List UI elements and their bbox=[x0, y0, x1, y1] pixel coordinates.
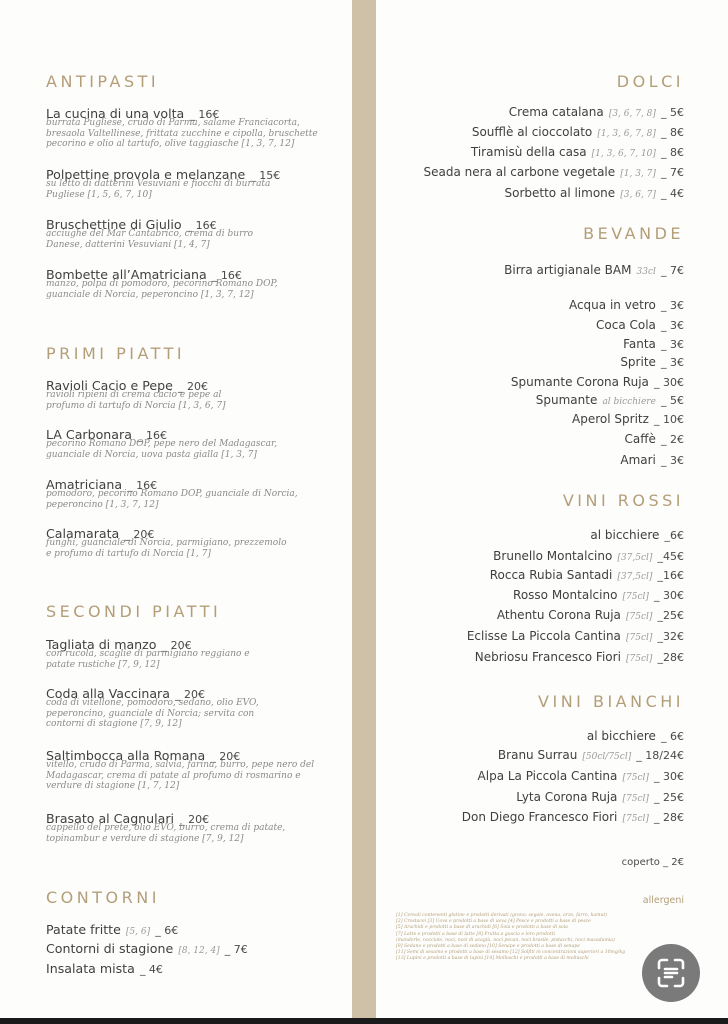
menu-item: Eclisse La Piccola Cantina [75cl] _32€ bbox=[466, 629, 684, 643]
menu-item: Birra artigianale BAM 33cl _ 7€ bbox=[504, 263, 684, 277]
menu-item: Crema catalana [3, 6, 7, 8] _ 5€ bbox=[508, 105, 684, 119]
coperto-note: coperto _ 2€ bbox=[621, 857, 684, 868]
section-title-vini-rossi: VINI ROSSI bbox=[562, 491, 684, 510]
menu-item: Contorni di stagione [8, 12, 4] _ 7€ bbox=[46, 941, 248, 956]
item-description: su letto di datterini Vesuviani e fiocchi di burrata Pugliese [1, 5, 6, 7, 10] bbox=[46, 179, 271, 200]
menu-item: Alpa La Piccola Cantina [75cl] _ 30€ bbox=[477, 769, 684, 783]
menu-item: Patate fritte [5, 6] _ 6€ bbox=[46, 922, 179, 937]
menu-item: Amatriciana _ 16€ bbox=[46, 477, 158, 492]
menu-item: Brasato al Cagnulari _ 20€ bbox=[46, 811, 210, 826]
menu-item: Acqua in vetro _ 3€ bbox=[568, 298, 684, 312]
menu-item: Calamarata _ 20€ bbox=[46, 526, 155, 541]
menu-item: Bombette all’Amatriciana _ 16€ bbox=[46, 267, 242, 282]
menu-item: Amari _ 3€ bbox=[620, 453, 684, 467]
menu-item: al bicchiere _ 6€ bbox=[586, 729, 684, 743]
item-description: burrata Pugliese, crudo di Parma, salame Franciacorta, bresaola Valtellinese, frittata zucchine e cipolla, bruschette pecorino e olio al tartufo, olive taggiasche [1, 3, 7, 12] bbox=[46, 118, 318, 150]
menu-item: Soufflè al cioccolato [1, 3, 6, 7, 8] _ 8€ bbox=[471, 125, 684, 139]
section-title-dolci: DOLCI bbox=[616, 72, 684, 91]
menu-item: Insalata mista _ 4€ bbox=[46, 961, 163, 976]
item-description: pomodoro, pecorino Romano DOP, guanciale di Norcia, peperoncino [1, 3, 7, 12] bbox=[46, 489, 298, 510]
menu-item: Tiramisù della casa [1, 3, 6, 7, 10] _ 8€ bbox=[470, 145, 684, 159]
section-title-contorni: CONTORNI bbox=[46, 888, 160, 907]
scan-text-icon bbox=[642, 944, 700, 1002]
item-description: cappello del prete, olio EVO, burro, crema di patate, topinambur e verdure di stagione [7, 9, 12] bbox=[46, 823, 286, 844]
menu-item: Sorbetto al limone [3, 6, 7] _ 4€ bbox=[504, 186, 684, 200]
scan-text-button[interactable] bbox=[642, 944, 700, 1002]
menu-item: al bicchiere _6€ bbox=[590, 528, 684, 542]
menu-item: Spumante al bicchiere _ 5€ bbox=[535, 393, 684, 407]
menu-item: Saltimbocca alla Romana _ 20€ bbox=[46, 748, 241, 763]
menu-item: Branu Surrau [50cl/75cl] _ 18/24€ bbox=[497, 748, 684, 762]
item-description: coda di vitellone, pomodoro, sedano, olio EVO, peperoncino, guanciale di Norcia; servita con contorni di stagione [7, 9, 12] bbox=[46, 698, 259, 730]
menu-item: Lyta Corona Ruja [75cl] _ 25€ bbox=[516, 790, 684, 804]
menu-item: LA Carbonara _ 16€ bbox=[46, 427, 167, 442]
section-title-primi: PRIMI PIATTI bbox=[46, 344, 186, 363]
item-description: vitello, crudo di Parma, salvia, farina, burro, pepe nero del Madagascar, crema di patate al profumo di rosmarino e verdure di stagione [1, 7, 12] bbox=[46, 760, 315, 792]
section-title-vini-bianchi: VINI BIANCHI bbox=[538, 692, 684, 711]
item-description: manzo, polpa di pomodoro, pecorino Romano DOP, guanciale di Norcia, peperoncino [1, 3, 7, 12] bbox=[46, 279, 278, 300]
item-description: pecorino Romano DOP, pepe nero del Madagascar, guanciale di Norcia, uova pasta gialla [1, 3, 7] bbox=[46, 439, 278, 460]
menu-item: Coca Cola _ 3€ bbox=[596, 318, 684, 332]
menu-item: Polpettine provola e melanzane _ 15€ bbox=[46, 167, 281, 182]
menu-item: Athentu Corona Ruja [75cl] _25€ bbox=[496, 608, 684, 622]
menu-item: Fanta _ 3€ bbox=[623, 337, 684, 351]
menu-item: Brunello Montalcino [37,5cl] _45€ bbox=[493, 549, 684, 563]
section-title-bevande: BEVANDE bbox=[583, 224, 684, 243]
menu-item: Rocca Rubia Santadi [37,5cl] _16€ bbox=[489, 568, 684, 582]
menu-item: Caffè _ 2€ bbox=[624, 432, 684, 446]
allergens-title: allergeni bbox=[642, 895, 684, 906]
section-title-antipasti: ANTIPASTI bbox=[46, 72, 160, 91]
section-title-secondi: SECONDI PIATTI bbox=[46, 602, 222, 621]
menu-item: Spumante Corona Ruja _ 30€ bbox=[510, 375, 684, 389]
menu-item: Aperol Spritz _ 10€ bbox=[572, 412, 684, 426]
menu-item: Tagliata di manzo _ 20€ bbox=[46, 637, 192, 652]
center-divider-band bbox=[352, 0, 376, 1024]
menu-item: Bruschettine di Giulio _ 16€ bbox=[46, 217, 217, 232]
menu-item: Don Diego Francesco Fiori [75cl] _ 28€ bbox=[461, 810, 684, 824]
menu-item: La cucina di una volta _ 16€ bbox=[46, 106, 220, 121]
item-description: con rucola, scaglie di parmigiano reggiano e patate rustiche [7, 9, 12] bbox=[46, 649, 250, 670]
menu-item: Seada nera al carbone vegetale [1, 3, 7] _ 7€ bbox=[423, 165, 684, 179]
menu-item: Rosso Montalcino [75cl] _ 30€ bbox=[513, 588, 684, 602]
bottom-edge-bar bbox=[0, 1018, 728, 1024]
item-description: ravioli ripieni di crema cacio e pepe al profumo di tartufo di Norcia [1, 3, 6, 7] bbox=[46, 390, 226, 411]
menu-item: Sprite _ 3€ bbox=[620, 355, 684, 369]
item-description: funghi, guanciale di Norcia, parmigiano, prezzemolo e profumo di tartufo di Norcia [1, 7] bbox=[46, 538, 287, 559]
menu-item: Nebriosu Francesco Fiori [75cl] _28€ bbox=[474, 650, 684, 664]
menu-item: Ravioli Cacio e Pepe _ 20€ bbox=[46, 378, 208, 393]
allergens-legend: [1] Cereali contenenti glutine e prodotti derivati (grano, segale, avena, orzo, farro, kamut) [2] Crostacei [3] Uova e prodotti a base di uova [4] Pesce e prodotti a base di pesce [5] Arachidi e prodotti a base di arachidi [6] Soia e prodotti a base di soia [7] Latte e prodotti a base di latte [8] Frutta a guscio e loro prodotti (mandorle, nocciole, noci, noci di acagiù, noci pecan, noci brasile, pistacchi, noci macadamia) [9] Sedano e prodotti a base di sedano [10] Senape e prodotti a base di senape [11] Semi di sesamo e prodotti a base di sesamo [12] Solfiti in concentrazioni superiori a 10mg/kg [13] Lupini e prodotti a base di lupini [14] Molluschi e prodotti a base di molluschi bbox=[396, 913, 626, 962]
menu-item: Coda alla Vaccinara _ 20€ bbox=[46, 686, 206, 701]
item-description: acciughe del Mar Cantabrico, crema di burro Danese, datterini Vesuviani [1, 4, 7] bbox=[46, 229, 254, 250]
